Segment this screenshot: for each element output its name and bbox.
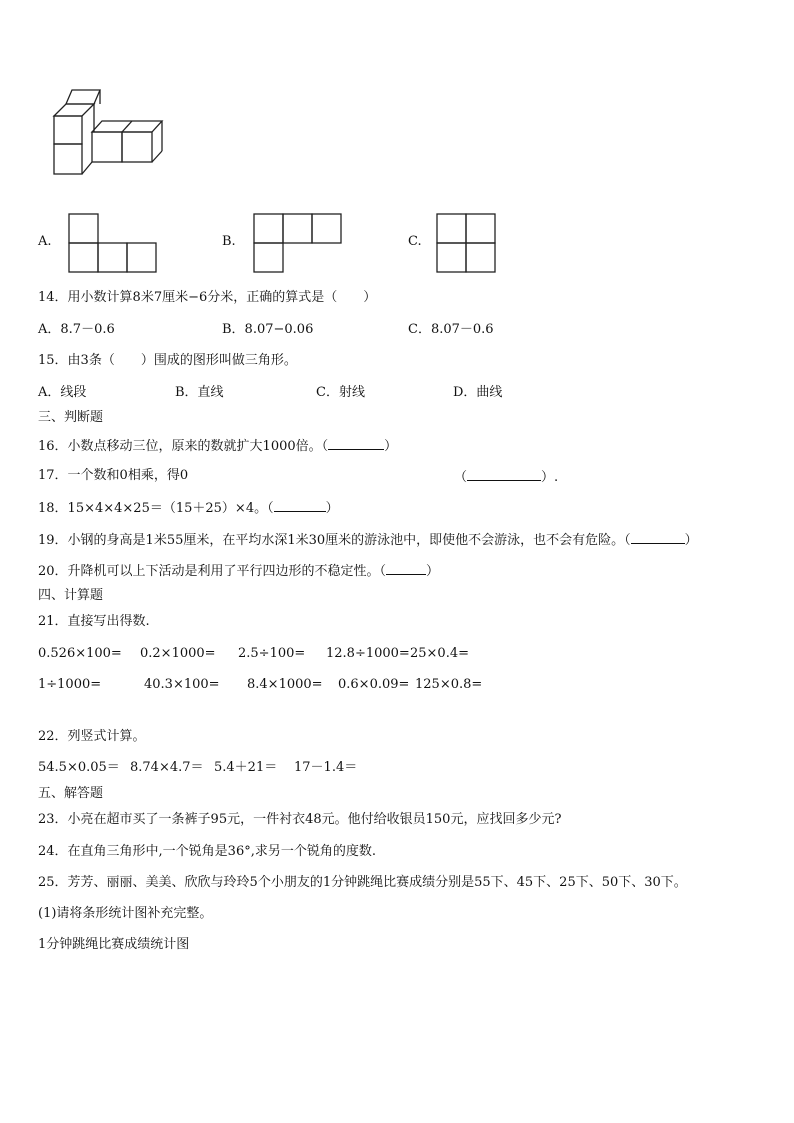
cube-stack-figure bbox=[52, 88, 164, 180]
q16-close: ） bbox=[384, 439, 398, 454]
q21-r2-item: 8.4×1000= bbox=[247, 677, 323, 692]
q17-text: 17．一个数和0相乘，得0 bbox=[38, 468, 189, 483]
q18-answer-blank[interactable] bbox=[274, 499, 326, 512]
q21-r1-item: 0.526×100= bbox=[38, 646, 122, 661]
q19-close: ） bbox=[684, 533, 698, 548]
q21-r2-item: 125×0.8= bbox=[415, 677, 483, 692]
q14-option-a: A．8.7－0.6 bbox=[38, 322, 115, 337]
q25-text: 25．芳芳、丽丽、美美、欣欣与玲玲5个小朋友的1分钟跳绳比赛成绩分别是55下、45下、25下、50下、30下。 bbox=[38, 875, 687, 890]
q22-item: 17－1.4＝ bbox=[294, 760, 358, 775]
q15-option-a: A．线段 bbox=[38, 385, 87, 400]
q21-r2-item: 1÷1000= bbox=[38, 677, 102, 692]
q25-sub1: (1)请将条形统计图补充完整。 bbox=[38, 906, 213, 921]
q16 bbox=[38, 437, 397, 455]
option-b-label: B. bbox=[222, 234, 236, 249]
q16-answer-blank[interactable] bbox=[328, 437, 384, 450]
q18-text: 18．15×4×4×25＝（15＋25）×4。（ bbox=[38, 501, 274, 516]
q20 bbox=[38, 562, 439, 580]
q19-text: 19．小钢的身高是1米55厘米，在平均水深1米30厘米的游泳池中，即使他不会游泳，也不会有危险。（ bbox=[38, 533, 631, 548]
section-title-calc: 四、计算题 bbox=[38, 588, 104, 603]
q23-text: 23．小亮在超市买了一条裤子95元，一件衬衣48元。他付给收银员150元，应找回多少元? bbox=[38, 812, 562, 827]
q19 bbox=[38, 531, 698, 549]
q21-r1-item: 2.5÷100= bbox=[238, 646, 306, 661]
option-c-figure bbox=[436, 213, 498, 275]
q18-close: ） bbox=[325, 501, 339, 516]
q20-close: ） bbox=[426, 564, 440, 579]
q19-answer-blank[interactable] bbox=[631, 531, 685, 544]
q17-close: ）. bbox=[541, 470, 559, 485]
q15-option-c: C．射线 bbox=[316, 385, 365, 400]
q24-text: 24．在直角三角形中,一个锐角是36°,求另一个锐角的度数. bbox=[38, 844, 376, 859]
section-title-judge: 三、判断题 bbox=[38, 410, 104, 425]
q20-text: 20．升降机可以上下活动是利用了平行四边形的不稳定性。（ bbox=[38, 564, 387, 579]
q17-answer bbox=[454, 468, 558, 486]
q21-r1-item: 12.8÷1000= bbox=[326, 646, 410, 661]
q22-item: 5.4＋21＝ bbox=[214, 760, 278, 775]
section-title-solve: 五、解答题 bbox=[38, 786, 104, 801]
q21-r2-item: 0.6×0.09= bbox=[338, 677, 410, 692]
q17-open: （ bbox=[454, 470, 468, 485]
q20-answer-blank[interactable] bbox=[386, 562, 426, 575]
q15-option-b: B．直线 bbox=[175, 385, 224, 400]
q14-option-c: C．8.07－0.6 bbox=[408, 322, 494, 337]
q22-item: 8.74×4.7＝ bbox=[130, 760, 204, 775]
option-c-label: C. bbox=[408, 234, 422, 249]
q21-stem: 21．直接写出得数. bbox=[38, 614, 150, 629]
q15-option-d: D．曲线 bbox=[453, 385, 503, 400]
option-a-figure bbox=[68, 213, 160, 275]
q21-r1-item: 0.2×1000= bbox=[140, 646, 216, 661]
option-a-label: A. bbox=[38, 234, 52, 249]
q15-stem: 15．由3条（ ）围成的图形叫做三角形。 bbox=[38, 353, 297, 368]
q22-item: 54.5×0.05＝ bbox=[38, 760, 120, 775]
q21-r1-item: 25×0.4= bbox=[410, 646, 470, 661]
q18 bbox=[38, 499, 339, 517]
q22-stem: 22．列竖式计算。 bbox=[38, 729, 146, 744]
q16-text: 16．小数点移动三位，原来的数就扩大1000倍。（ bbox=[38, 439, 329, 454]
option-b-figure bbox=[253, 213, 345, 275]
q17-answer-blank[interactable] bbox=[467, 468, 541, 481]
q25-chart-title: 1分钟跳绳比赛成绩统计图 bbox=[38, 937, 190, 952]
q14-option-b: B．8.07−0.06 bbox=[222, 322, 314, 337]
q21-r2-item: 40.3×100= bbox=[144, 677, 220, 692]
q14-stem: 14．用小数计算8米7厘米−6分米，正确的算式是（ ） bbox=[38, 290, 377, 305]
